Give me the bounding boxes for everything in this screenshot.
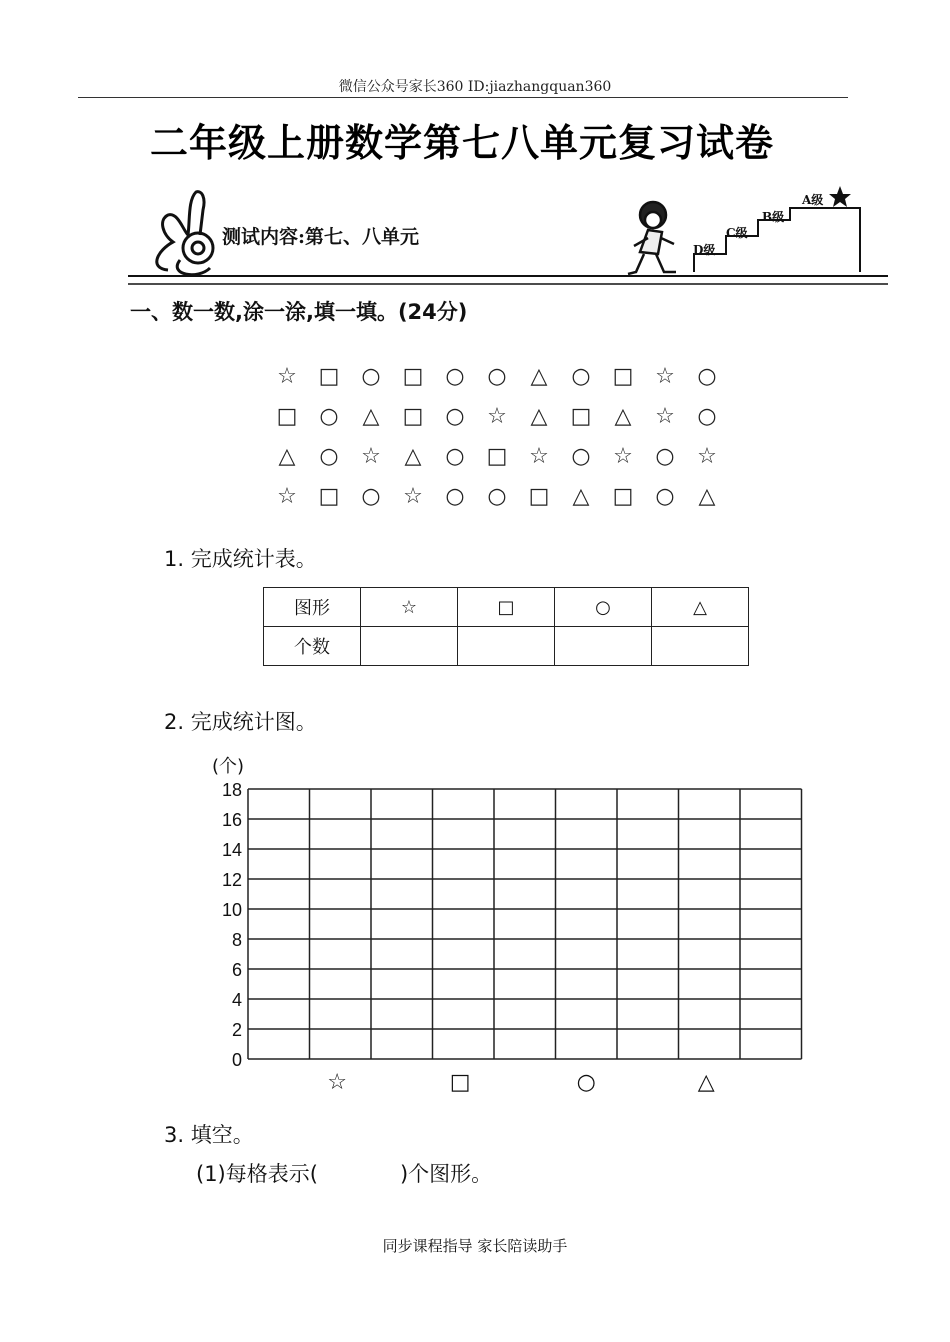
- shape-cell: ○: [319, 444, 339, 469]
- tally-table: [263, 587, 749, 666]
- shape-cell: △: [614, 404, 632, 429]
- shape-cell: ○: [571, 444, 591, 469]
- tally-circle-count[interactable]: [555, 627, 652, 666]
- chart-y-tick-label: 8: [231, 930, 242, 950]
- shape-cell: △: [404, 444, 422, 469]
- tally-square-count[interactable]: [458, 627, 555, 666]
- shape-cell: ○: [655, 444, 675, 469]
- question-1-label: 1. 完成统计表。: [164, 547, 317, 571]
- chart-y-tick-label: 16: [221, 810, 242, 830]
- shape-cell: ☆: [655, 364, 675, 389]
- shape-cell: ○: [319, 404, 339, 429]
- chart-y-tick-label: 18: [221, 780, 242, 800]
- page-title: 二年级上册数学第七八单元复习试卷: [150, 121, 775, 165]
- question-3-1-text: (1)每格表示(: [196, 1162, 318, 1186]
- shape-cell: ☆: [277, 364, 297, 389]
- shape-cell: ○: [487, 484, 507, 509]
- chart-y-tick-label: 10: [221, 900, 242, 920]
- section-1-heading: 一、数一数,涂一涂,填一填。(24分): [130, 300, 468, 324]
- level-a-label: A级: [802, 193, 824, 207]
- shape-cell: □: [402, 404, 424, 429]
- test-content-label: 测试内容:第七、八单元: [222, 226, 420, 248]
- chart-y-tick-label: 6: [231, 960, 242, 980]
- shape-cell: □: [276, 404, 298, 429]
- tally-row-header-count: 个数: [264, 627, 361, 666]
- shape-cell: ☆: [403, 484, 423, 509]
- shape-cell: □: [318, 364, 340, 389]
- shape-cell: ☆: [529, 444, 549, 469]
- shape-cell: ☆: [697, 444, 717, 469]
- shape-cell: ○: [361, 364, 381, 389]
- shape-cell: ☆: [613, 444, 633, 469]
- shape-cell: □: [486, 444, 508, 469]
- shape-cell: ○: [487, 364, 507, 389]
- ok-hand-icon: [157, 192, 213, 275]
- shape-grid: [266, 357, 728, 517]
- shape-cell: ○: [571, 364, 591, 389]
- shape-cell: ○: [697, 404, 717, 429]
- chart-x-category-label: ☆: [327, 1070, 348, 1095]
- tally-star-header: ☆: [361, 588, 458, 627]
- shape-row: [266, 397, 728, 437]
- tally-triangle-count[interactable]: [652, 627, 749, 666]
- shape-cell: □: [528, 484, 550, 509]
- chart-y-unit: (个): [212, 756, 245, 777]
- shape-cell: ○: [697, 364, 717, 389]
- shape-cell: ○: [445, 404, 465, 429]
- chart-y-tick-label: 12: [221, 870, 242, 890]
- shape-cell: □: [612, 484, 634, 509]
- chart-x-category-label: △: [697, 1070, 715, 1095]
- shape-cell: □: [318, 484, 340, 509]
- chart-x-category-label: ○: [576, 1070, 596, 1095]
- shape-cell: △: [572, 484, 590, 509]
- shape-row: [266, 437, 728, 477]
- shape-cell: ☆: [487, 404, 507, 429]
- shape-cell: △: [530, 404, 548, 429]
- walking-child-icon: [628, 202, 676, 274]
- question-3-1-text-end: )个图形。: [399, 1162, 493, 1186]
- tally-circle-header: ○: [555, 588, 652, 627]
- chart-y-tick-label: 14: [221, 840, 242, 860]
- shape-cell: □: [402, 364, 424, 389]
- level-b-label: B级: [762, 210, 785, 224]
- shape-cell: ○: [445, 484, 465, 509]
- shape-cell: ☆: [361, 444, 381, 469]
- shape-cell: □: [612, 364, 634, 389]
- shape-cell: ○: [445, 364, 465, 389]
- shape-cell: ☆: [655, 404, 675, 429]
- shape-cell: △: [362, 404, 380, 429]
- page-header-text: 微信公众号家长360 ID:jiazhangquan360: [338, 79, 612, 95]
- tally-count-row: [264, 627, 749, 666]
- chart-x-category-label: □: [449, 1070, 471, 1095]
- level-d-label: D级: [693, 243, 716, 257]
- shape-cell: ○: [655, 484, 675, 509]
- statistics-chart: [180, 770, 820, 1110]
- question-2-label: 2. 完成统计图。: [164, 710, 317, 734]
- chart-y-tick-label: 2: [231, 1020, 242, 1040]
- shape-row: [266, 477, 728, 517]
- shape-cell: △: [698, 484, 716, 509]
- tally-triangle-header: △: [652, 588, 749, 627]
- level-c-label: C级: [726, 226, 748, 240]
- shape-cell: ☆: [277, 484, 297, 509]
- chart-y-tick-label: 0: [231, 1050, 242, 1070]
- page-footer-text: 同步课程指导 家长陪读助手: [382, 1237, 568, 1255]
- tally-star-count[interactable]: [361, 627, 458, 666]
- shape-cell: □: [570, 404, 592, 429]
- star-icon: [829, 186, 851, 207]
- shape-cell: △: [278, 444, 296, 469]
- question-3-label: 3. 填空。: [164, 1123, 254, 1147]
- shape-cell: ○: [445, 444, 465, 469]
- chart-y-tick-label: 4: [231, 990, 242, 1010]
- header-divider: [78, 97, 848, 98]
- shape-cell: △: [530, 364, 548, 389]
- tally-shape-row: [264, 588, 749, 627]
- question-3-1: [196, 1158, 492, 1188]
- tally-row-header-shape: 图形: [264, 588, 361, 627]
- shape-cell: ○: [361, 484, 381, 509]
- shape-row: [266, 357, 728, 397]
- tally-square-header: □: [458, 588, 555, 627]
